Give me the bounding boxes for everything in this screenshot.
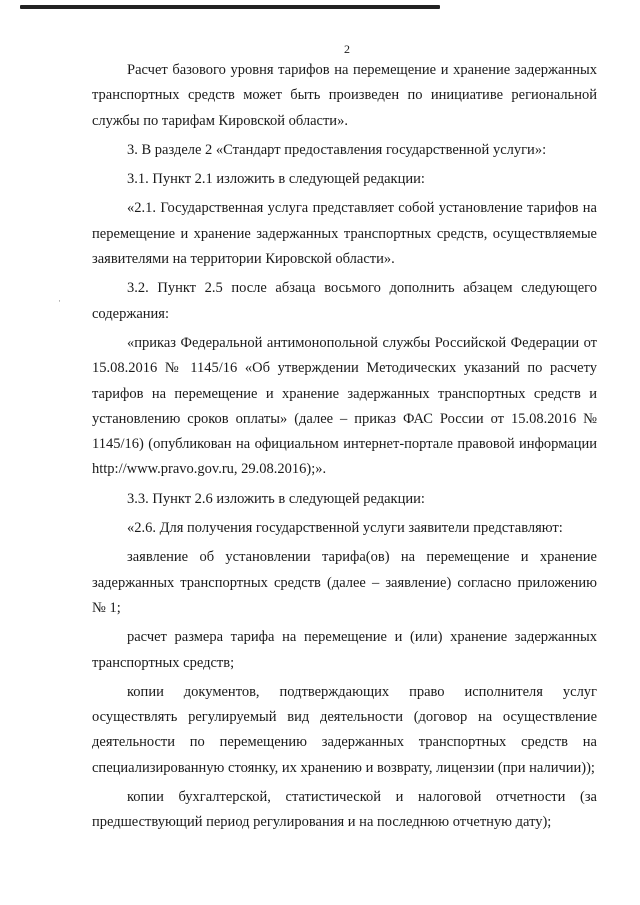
paragraph-clause-2-6: «2.6. Для получения государственной услуги заявители представляют:	[127, 520, 563, 537]
paragraph-item-3-2: 3.2. Пункт 2.5 после абзаца восьмого дополнить абзацем следующего содержания:	[92, 280, 597, 322]
paragraph-application: заявление об установлении тарифа(ов) на перемещение и хранение задержанных транспортных средств (далее – заявление) согласно приложению № 1;	[92, 549, 597, 616]
page-number: 2	[344, 42, 350, 56]
paragraph-base-tariff-calc: Расчет базового уровня тарифов на перемещение и хранение задержанных транспортных средств может быть произведен по инициативе региональной службы по тарифам Кировской области».	[92, 62, 597, 129]
paragraph-reporting-copies: копии бухгалтерской, статистической и налоговой отчетности (за предшествующий период регулирования и на последнюю отчетную дату);	[92, 789, 597, 831]
paragraph-tariff-calculation: расчет размера тарифа на перемещение и (или) хранение задержанных транспортных средств;	[92, 629, 597, 671]
paragraph-item-3-1: 3.1. Пункт 2.1 изложить в следующей редакции:	[127, 171, 425, 188]
paragraph-item-3-3: 3.3. Пункт 2.6 изложить в следующей редакции:	[127, 490, 425, 507]
document-body	[92, 58, 597, 836]
paragraph-document-copies: копии документов, подтверждающих право исполнителя услуг осуществлять регулируемый вид деятельности (договор на осуществление деятельности по перемещению задержанных транспортных средств на специализированную стоянку, их хранению и возврату, лицензии (при наличии));	[92, 683, 597, 776]
paragraph-fas-order: «приказ Федеральной антимонопольной службы Российской Федерации от 15.08.2016 № 1145/16 «Об утверждении Методических указаний по расчету тарифов на перемещение и хранение задержанных транспортных средств и установлению сроков оплаты» (далее – приказ ФАС России от 15.08.2016 № 1145/16) (опубликован на официальном интернет-портале правовой информации http://www.pravo.gov.ru, 29.08.2016);».	[92, 334, 597, 478]
scan-top-rule	[20, 5, 440, 9]
paragraph-clause-2-1: «2.1. Государственная услуга представляет собой установление тарифов на перемещение и хранение задержанных транспортных средств, осуществляемые заявителями на территории Кировской области».	[92, 200, 597, 268]
paragraph-section-2: 3. В разделе 2 «Стандарт предоставления государственной услуги»:	[127, 141, 547, 158]
margin-mark: ·	[58, 296, 61, 306]
